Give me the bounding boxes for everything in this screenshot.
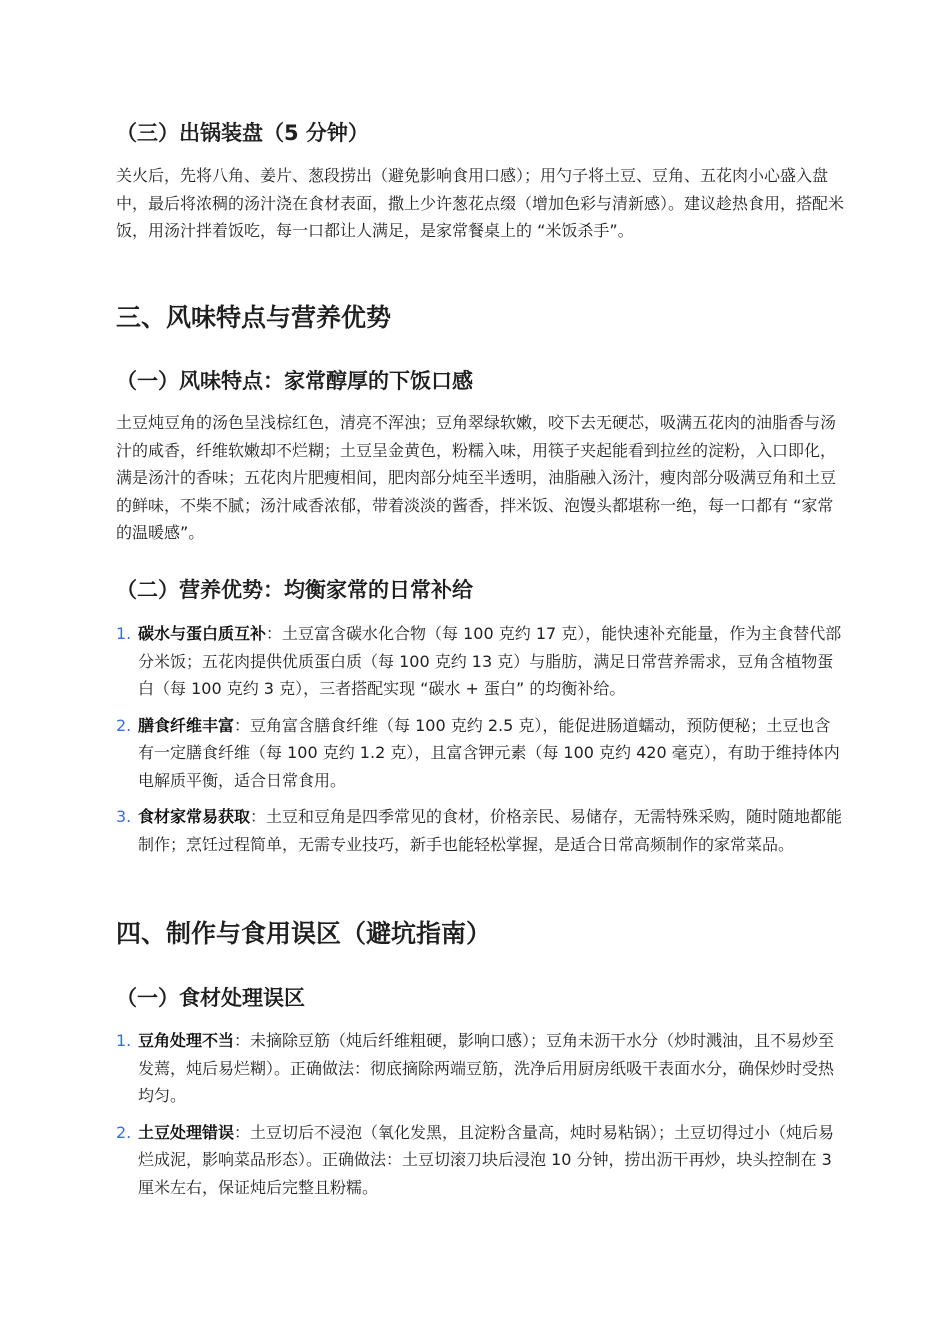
list-item-text: ：土豆切后不浸泡（氧化发黑，且淀粉含量高，炖时易粘锅）；土豆切得过小（炖后易烂成泥，影响菜品形态）。正确做法：土豆切滚刀块后浸泡 10 分钟，捞出沥干再炒，块头控制在 3 厘米左右，保证炖后完整且粉糯。 (138, 1122, 835, 1197)
section-heading-pitfalls: 四、制作与食用误区（避坑指南） (116, 919, 492, 948)
list-item-title: 碳水与蛋白质互补 (138, 624, 267, 643)
list-item-text: ：土豆富含碳水化合物（每 100 克约 17 克），能快速补充能量，作为主食替代部分米饭；五花肉提供优质蛋白质（每 100 克约 13 克）与脂肪，满足日常营养需求，豆角含植物蛋白（每 100 克约 3 克），三者搭配实现 “碳水 + 蛋白” 的均衡补给。 (138, 624, 842, 698)
list-item (116, 620, 846, 703)
list-item-title: 豆角处理不当 (138, 1031, 235, 1050)
list-item-text: ：土豆和豆角是四季常见的食材，价格亲民、易储存，无需特殊采购，随时随地都能制作；烹饪过程简单，无需专业技巧，新手也能轻松掌握，是适合日常高频制作的家常菜品。 (138, 807, 843, 854)
list-number: 2. (116, 715, 132, 735)
list-number: 1. (116, 624, 132, 643)
list-item (116, 803, 846, 858)
list-number: 2. (116, 1122, 132, 1142)
paragraph-serving: 关火后，先将八角、姜片、葱段捞出（避免影响食用口感）；用勺子将土豆、豆角、五花肉小心盛入盘中，最后将浓稠的汤汁浇在食材表面，撒上少许葱花点缀（增加色彩与清新感）。建议趁热食用，搭配米饭，用汤汁拌着饭吃，每一口都让人满足，是家常餐桌上的 “米饭杀手”。 (116, 166, 845, 240)
section-heading-serving: （三）出锅装盘（5 分钟） (116, 121, 369, 145)
list-item (116, 1027, 846, 1110)
list-item-title: 膳食纤维丰富 (138, 715, 235, 735)
list-item (116, 712, 846, 795)
list-number: 1. (116, 1031, 132, 1050)
list-number: 3. (116, 807, 132, 826)
list-item-title: 食材家常易获取 (138, 807, 251, 826)
list-item-text: ：未摘除豆筋（炖后纤维粗硬，影响口感）；豆角未沥干水分（炒时溅油，且不易炒至发蔫，炖后易烂糊）。正确做法：彻底摘除两端豆筋，洗净后用厨房纸吸干表面水分，确保炒时受热均匀。 (138, 1031, 835, 1105)
subsection-heading-ingredient-pitfalls: （一）食材处理误区 (116, 986, 305, 1010)
section-heading-flavor-nutrition: 三、风味特点与营养优势 (116, 303, 392, 332)
nutrition-list (116, 620, 846, 858)
subsection-heading-nutrition: （二）营养优势：均衡家常的日常补给 (116, 578, 473, 602)
list-item-text: ：豆角富含膳食纤维（每 100 克约 2.5 克），能促进肠道蠕动，预防便秘；土豆也含有一定膳食纤维（每 100 克约 1.2 克），且富含钾元素（每 100 克约 420 毫克），有助于维持体内电解质平衡，适合日常食用。 (138, 715, 840, 790)
list-item-title: 土豆处理错误 (138, 1122, 235, 1142)
list-item (116, 1119, 846, 1202)
ingredient-pitfalls-list (116, 1027, 846, 1201)
subsection-heading-flavor: （一）风味特点：家常醇厚的下饭口感 (116, 369, 473, 393)
paragraph-flavor: 土豆炖豆角的汤色呈浅棕红色，清亮不浑浊；豆角翠绿软嫩，咬下去无硬芯，吸满五花肉的油脂香与汤汁的咸香，纤维软嫩却不烂糊；土豆呈金黄色，粉糯入味，用筷子夹起能看到拉丝的淀粉，入口即化，满是汤汁的香味；五花肉片肥瘦相间，肥肉部分炖至半透明，油脂融入汤汁，瘦肉部分吸满豆角和土豆的鲜味，不柴不腻；汤汁咸香浓郁，带着淡淡的酱香，拌米饭、泡馒头都堪称一绝，每一口都有 “家常的温暖感”。 (116, 413, 837, 542)
